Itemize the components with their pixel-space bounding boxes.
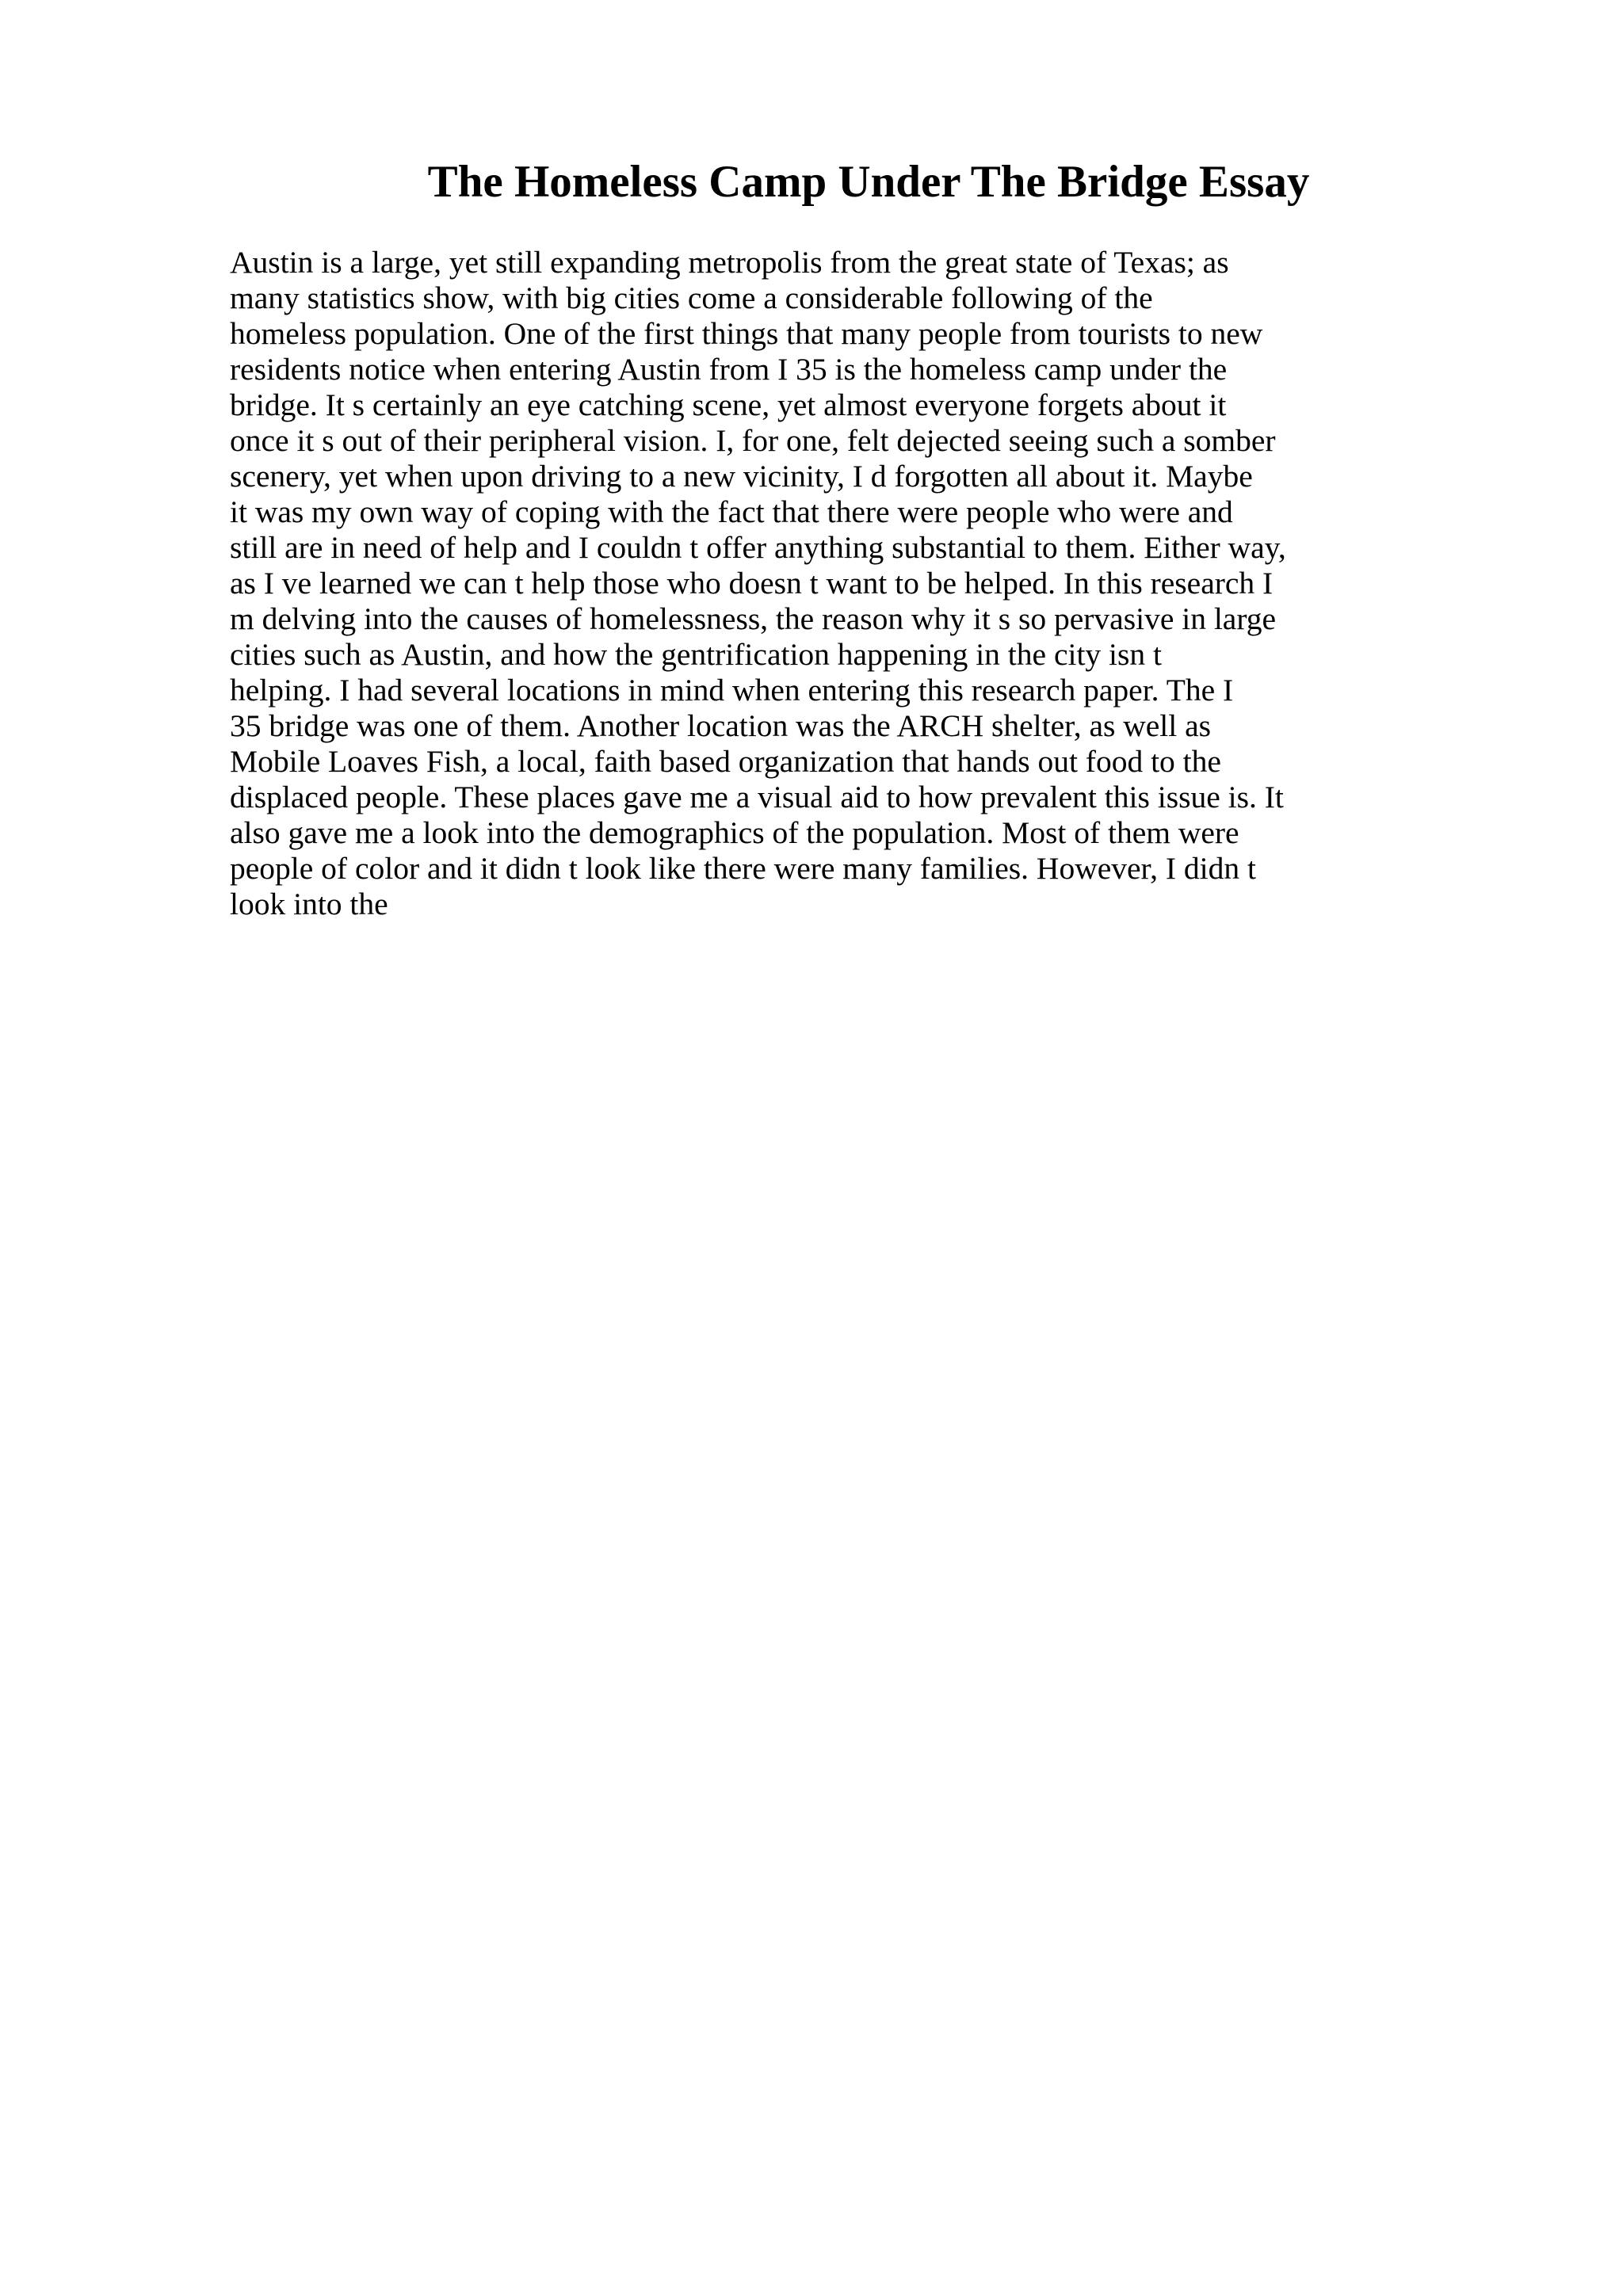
essay-body	[230, 245, 1466, 922]
text-line: once it s out of their peripheral vision. I, for one, felt dejected seeing such a somber	[230, 423, 1276, 458]
text-line: 35 bridge was one of them. Another location was the ARCH shelter, as well as	[230, 708, 1212, 743]
text-line: Austin is a large, yet still expanding metropolis from the great state of Texas; as	[230, 245, 1229, 280]
text-line: displaced people. These places gave me a visual aid to how prevalent this issue is. It	[230, 780, 1284, 814]
page-title: The Homeless Camp Under The Bridge Essay	[427, 157, 1310, 207]
text-line: look into the	[230, 887, 388, 921]
text-line: as I ve learned we can t help those who doesn t want to be helped. In this research I	[230, 566, 1274, 601]
text-line: it was my own way of coping with the fact that there were people who were and	[230, 494, 1233, 529]
text-line: still are in need of help and I couldn t offer anything substantial to them. Either way,	[230, 530, 1286, 565]
text-line: scenery, yet when upon driving to a new vicinity, I d forgotten all about it. Maybe	[230, 459, 1253, 494]
text-line: cities such as Austin, and how the gentrification happening in the city isn t	[230, 637, 1162, 672]
text-line: m delving into the causes of homelessness, the reason why it s so pervasive in large	[230, 601, 1277, 636]
text-line: people of color and it didn t look like there were many families. However, I didn t	[230, 851, 1256, 886]
text-line: homeless population. One of the first things that many people from tourists to new	[230, 316, 1263, 351]
text-line: bridge. It s certainly an eye catching scene, yet almost everyone forgets about it	[230, 387, 1227, 422]
text-line: also gave me a look into the demographics of the population. Most of them were	[230, 815, 1239, 850]
text-line: Mobile Loaves Fish, a local, faith based organization that hands out food to the	[230, 744, 1221, 779]
text-line: residents notice when entering Austin from I 35 is the homeless camp under the	[230, 352, 1228, 387]
text-line: many statistics show, with big cities come a considerable following of the	[230, 280, 1153, 315]
text-line: helping. I had several locations in mind when entering this research paper. The I	[230, 673, 1234, 707]
